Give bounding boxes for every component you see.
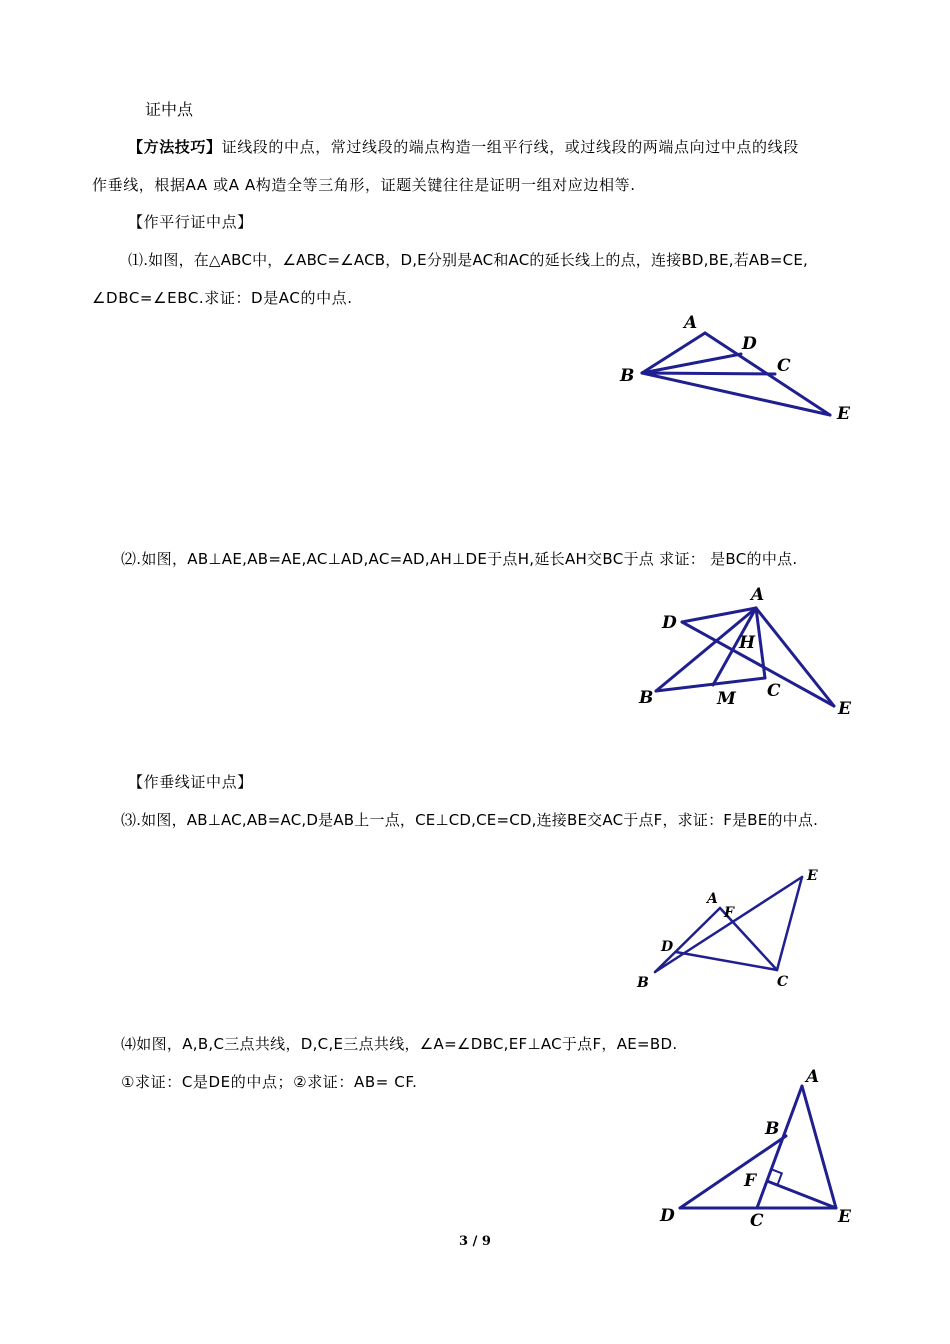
problem4-line-2: ①求证：C是DE的中点；②求证：AB= CF. xyxy=(121,1073,418,1091)
label-d: D xyxy=(660,1206,675,1226)
label-d: D xyxy=(662,613,677,633)
problem4-line-1: ⑷如图，A,B,C三点共线，D,C,E三点共线，∠A=∠DBC,EF⊥AC于点F，AE=BD. xyxy=(121,1035,678,1053)
figure-2 xyxy=(630,580,870,720)
method-line-1 xyxy=(128,137,799,157)
label-c: C xyxy=(750,1211,764,1231)
label-e: E xyxy=(807,868,818,884)
subsection-perpendicular: 【作垂线证中点】 xyxy=(128,773,253,791)
problem3-line-1: ⑶.如图，AB⊥AC,AB=AC,D是AB上一点，CE⊥CD,CE=CD,连接BE交AC于点F，求证：F是BE的中点. xyxy=(121,811,819,829)
label-a: A xyxy=(684,313,698,333)
label-c: C xyxy=(777,974,789,990)
label-c: C xyxy=(767,681,781,701)
method-line-2: 作垂线，根据AA 或A A构造全等三角形，证题关键往往是证明一组对应边相等. xyxy=(92,176,636,194)
problem2-line-1: ⑵.如图，AB⊥AE,AB=AE,AC⊥AD,AC=AD,AH⊥DE于点H,延长AH交BC于点 求证： 是BC的中点. xyxy=(121,550,798,568)
label-d: D xyxy=(742,334,757,354)
figure-4 xyxy=(650,1060,865,1232)
label-f: F xyxy=(724,905,734,921)
label-e: E xyxy=(837,404,850,424)
label-b: B xyxy=(620,366,635,386)
label-f: F xyxy=(744,1171,757,1191)
segment-ac xyxy=(757,1086,802,1208)
segment-be xyxy=(642,373,830,415)
method-text-1: 证线段的中点，常过线段的端点构造一组平行线，或过线段的两端点向过中点的线段 xyxy=(221,138,799,156)
subsection-parallel: 【作平行证中点】 xyxy=(128,213,253,231)
label-e: E xyxy=(838,699,851,719)
figure-1 xyxy=(600,305,880,435)
section-title: 证中点 xyxy=(145,100,194,119)
problem1-line-2: ∠DBC=∠EBC.求证：D是AC的中点. xyxy=(92,289,353,307)
label-d: D xyxy=(661,939,674,955)
label-c: C xyxy=(777,356,791,376)
segment-bc xyxy=(642,373,775,374)
label-a: A xyxy=(707,891,718,907)
problem1-line-1: ⑴.如图，在△ABC中，∠ABC=∠ACB，D,E分别是AC和AC的延长线上的点，连接BD,BE,若AB=CE, xyxy=(128,251,808,269)
method-label: 【方法技巧】 xyxy=(128,138,222,156)
label-b: B xyxy=(637,975,649,990)
segment-ae xyxy=(802,1086,836,1208)
label-a: A xyxy=(806,1067,820,1087)
page-number: 3 / 9 xyxy=(459,1234,491,1249)
label-h: H xyxy=(739,633,756,653)
label-b: B xyxy=(639,688,654,708)
label-a: A xyxy=(751,585,765,605)
label-e: E xyxy=(838,1207,851,1227)
segment-bc xyxy=(656,678,765,691)
segment-ad xyxy=(682,608,756,622)
figure-3 xyxy=(630,860,830,990)
label-m: M xyxy=(717,689,736,709)
label-b: B xyxy=(765,1119,780,1139)
